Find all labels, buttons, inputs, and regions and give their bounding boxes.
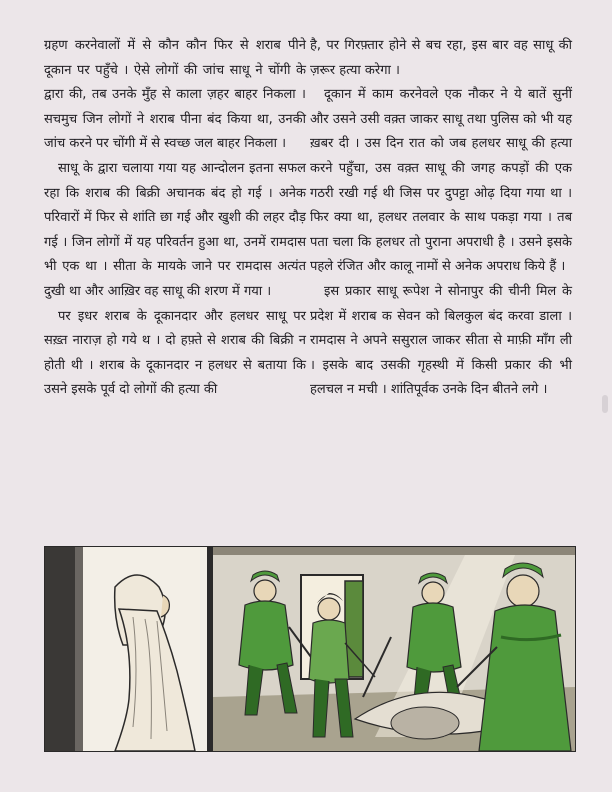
- paragraph: है, पर गिरफ़्तार होने से बच रहा, इस बार वह साधू की ज़रूर हत्या करेगा ।: [310, 38, 572, 78]
- paragraph: ग्रहण करनेवालों में से कौन कौन फिर से शराब पीने दूकान पर पहुँचे । ऐसे लोगों की जांच साधू ने चोंगी के द्वारा की, तब उनके मुँह से काला ज़हर बाहर निकला । सचमुच जिन लोगों ने शराब पीना बंद किया था, उनकी जांच करने पर चोंगी में से स्वच्छ जल बाहर निकला ।: [44, 38, 306, 152]
- text-column-right: [310, 34, 572, 403]
- page-edge-mark: [602, 395, 608, 413]
- story-illustration: [44, 546, 576, 752]
- capture-scene: [213, 547, 575, 751]
- paragraph: साधू के द्वारा चलाया गया यह आन्दोलन इतना सफल रहा कि शराब की बिक्री अचानक बंद हो गई । अनेक परिवारों में फिर से शांति छा गई और खुशी की लहर दौड़ गई । जिन लोगों में यह परिवर्तन हुआ था, उनमें रामदास भी एक था । सीता के मायके जाने पर रामदास अत्यंत दुखी था और आख़िर वह साधू की शरण में गया ।: [44, 160, 306, 299]
- paragraph: दूकान में काम करनेवले एक नौकर ने ये बातें सुनीं और उसने उसी वक़्त जाकर साधू तथा पुलिस को भी यह ख़बर दी । उस दिन रात को जब हलधर साधू की हत्या करने पहुँचा, उस वक़्त साधू की जगह कपड़ों की एक गठरी रखी गई थी जिस पर दुपट्टा ओढ़ दिया गया था । फिर क्या था, हलधर तलवार के साथ पकड़ा गया । तब पता चला कि हलधर तो पुराना अपराधी है । उसने इसके पहले रंजित और कालू नामों से अनेक अपराध किये हैं ।: [310, 87, 572, 275]
- paragraph: इस प्रकार साधू रूपेश ने सोनापुर की चीनी मिल के प्रदेश में शराब क सेवन को बिलकुल बंद करवा डाला । रामदास ने अपने ससुराल जाकर सीता से माफ़ी माँग ली । इसके बाद उसकी गृहस्थी में किसी प्रकार की भी हलचल न मची । शांतिपूर्वक उनके दिन बीतने लगे ।: [310, 283, 572, 398]
- sadhu-panel: [45, 547, 213, 751]
- text-column-left: [44, 34, 306, 403]
- paragraph: पर इधर शराब के दूकानदार और हलधर साधू पर सख़्त नाराज़ हो गये थ । दो हफ़्ते से शराब की बिक्री न होती थी । शराब के दूकानदार न हलधर से बताया कि उसने इसके पूर्व दो लोगों की हत्या की: [44, 308, 306, 398]
